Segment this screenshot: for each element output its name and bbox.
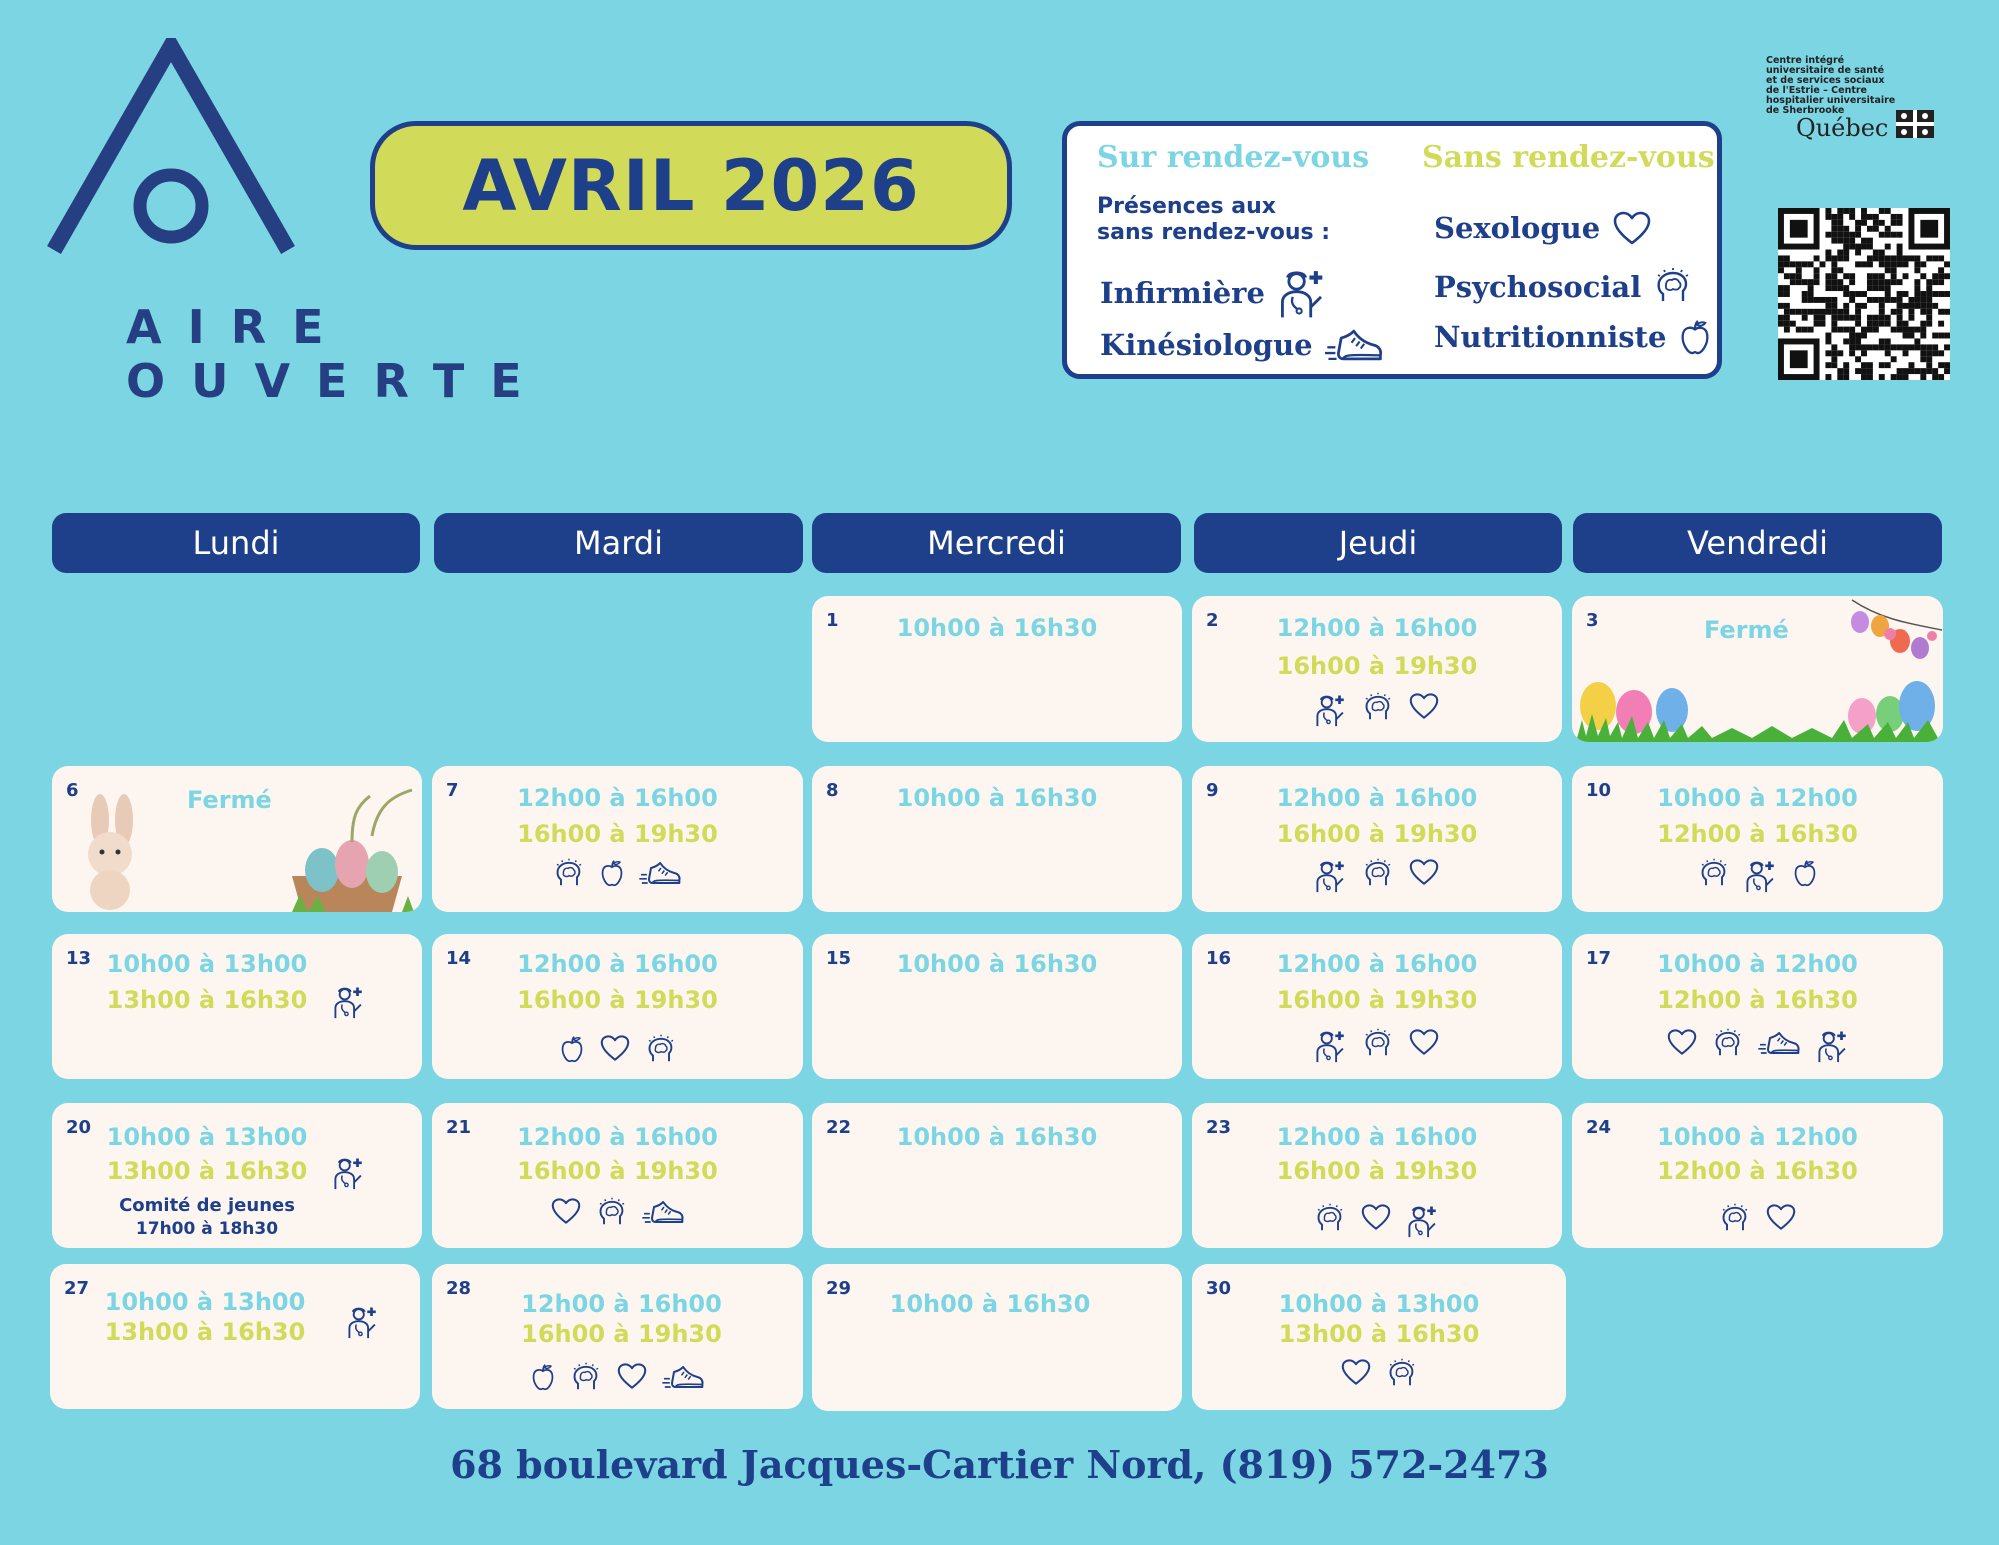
comite-time: 17h00 à 18h30 <box>135 1219 279 1239</box>
icon-row <box>1572 1203 1943 1235</box>
nurse-icon <box>1406 1203 1440 1239</box>
brain-icon <box>1314 1203 1346 1235</box>
legend-kinesiologue: Kinésiologue <box>1100 324 1385 366</box>
day-cell-3[interactable]: 3 Fermé <box>1572 596 1943 742</box>
day-cell-7[interactable]: 7 12h00 à 16h00 16h00 à 19h30 <box>432 766 803 912</box>
shoe-icon <box>642 1197 686 1227</box>
heart-icon <box>616 1362 648 1390</box>
logo-word-ouverte: OUVERTE <box>126 354 548 408</box>
day-cell-20[interactable]: 20 10h00 à 13h00 13h00 à 16h30 Comité de jeunes 17h00 à 18h30 <box>52 1103 422 1248</box>
heart-icon <box>599 1034 631 1062</box>
day-cell-6[interactable]: 6 Fermé <box>52 766 422 912</box>
quebec-flag-icon <box>1896 110 1934 138</box>
legend-sur-rdv: Sur rendez-vous <box>1097 140 1370 175</box>
icon-row <box>1572 858 1943 894</box>
apple-icon <box>530 1362 556 1392</box>
heart-icon <box>1408 858 1440 886</box>
legend-nutritionniste: Nutritionniste <box>1434 318 1712 356</box>
apple-icon <box>599 858 625 888</box>
easter-eggs-decoration <box>1572 596 1943 742</box>
brain-icon <box>570 1362 602 1394</box>
shoe-icon <box>1325 324 1385 366</box>
day-cell-1[interactable]: 1 10h00 à 16h30 <box>812 596 1182 742</box>
heart-icon <box>1360 1203 1392 1231</box>
legend-psychosocial: Psychosocial <box>1434 266 1693 308</box>
shoe-icon <box>1758 1028 1802 1058</box>
icon-row <box>1192 1203 1562 1239</box>
header-lundi: Lundi <box>52 513 420 573</box>
comite-label: Comité de jeunes <box>119 1195 295 1216</box>
heart-icon <box>1666 1028 1698 1056</box>
brain-icon <box>1698 858 1730 890</box>
day-cell-24[interactable]: 24 10h00 à 12h00 12h00 à 16h30 <box>1572 1103 1943 1248</box>
day-cell-22[interactable]: 22 10h00 à 16h30 <box>812 1103 1182 1248</box>
icon-row <box>432 1197 803 1229</box>
apple-icon <box>559 1034 585 1064</box>
day-cell-2[interactable]: 2 12h00 à 16h00 16h00 à 19h30 <box>1192 596 1562 742</box>
brain-icon <box>645 1034 677 1066</box>
nurse-icon <box>1816 1028 1850 1064</box>
brain-icon <box>1719 1203 1751 1235</box>
month-title: AVRIL 2026 <box>462 144 920 227</box>
nurse-icon <box>346 1304 380 1340</box>
legend-sans-rdv: Sans rendez-vous <box>1422 140 1715 175</box>
brain-icon <box>1362 692 1394 724</box>
apple-icon <box>1678 318 1712 356</box>
heart-icon <box>1765 1203 1797 1231</box>
brain-icon <box>1362 858 1394 890</box>
day-cell-8[interactable]: 8 10h00 à 16h30 <box>812 766 1182 912</box>
icon-row <box>1192 858 1562 894</box>
nurse-icon <box>1314 1028 1348 1064</box>
day-cell-10[interactable]: 10 10h00 à 12h00 12h00 à 16h30 <box>1572 766 1943 912</box>
heart-icon <box>1408 692 1440 720</box>
header-vendredi: Vendredi <box>1573 513 1942 573</box>
legend-box <box>1062 121 1722 379</box>
qr-code[interactable] <box>1778 208 1950 380</box>
icon-row <box>332 984 366 1020</box>
header-mercredi: Mercredi <box>812 513 1181 573</box>
legend-presences: Présences aux sans rendez-vous : <box>1097 194 1331 245</box>
day-cell-29[interactable]: 29 10h00 à 16h30 <box>812 1264 1182 1411</box>
nurse-icon <box>1314 692 1348 728</box>
brain-icon <box>1386 1358 1418 1390</box>
cisss-org-name: Centre intégré universitaire de santé et de services sociaux de l'Estrie – Centre hospitalier universitaire de Sherbrooke <box>1766 55 1896 116</box>
icon-row <box>332 1155 366 1191</box>
icon-row <box>1192 1358 1566 1390</box>
icon-row <box>1192 1028 1562 1064</box>
icon-row <box>432 1362 803 1394</box>
icon-row <box>346 1304 380 1340</box>
quebec-wordmark: Québec <box>1796 114 1889 142</box>
day-cell-14[interactable]: 14 12h00 à 16h00 16h00 à 19h30 <box>432 934 803 1079</box>
day-cell-30[interactable]: 30 10h00 à 13h00 13h00 à 16h30 <box>1192 1264 1566 1410</box>
icon-row <box>432 858 803 890</box>
day-cell-28[interactable]: 28 12h00 à 16h00 16h00 à 19h30 <box>432 1264 803 1409</box>
heart-icon <box>1408 1028 1440 1056</box>
nurse-icon <box>1314 858 1348 894</box>
day-cell-13[interactable]: 13 10h00 à 13h00 13h00 à 16h30 <box>52 934 422 1079</box>
icon-row <box>432 1034 803 1066</box>
day-cell-23[interactable]: 23 12h00 à 16h00 16h00 à 19h30 <box>1192 1103 1562 1248</box>
day-cell-9[interactable]: 9 12h00 à 16h00 16h00 à 19h30 <box>1192 766 1562 912</box>
header-jeudi: Jeudi <box>1194 513 1562 573</box>
legend-sexologue: Sexologue <box>1434 210 1652 246</box>
apple-icon <box>1792 858 1818 888</box>
legend-infirmiere: Infirmière <box>1100 266 1329 320</box>
brain-icon <box>1362 1028 1394 1060</box>
icon-row <box>1572 1028 1943 1064</box>
address-phone-footer: 68 boulevard Jacques-Cartier Nord, (819) 572-2473 <box>450 1442 1549 1487</box>
brain-icon <box>1653 266 1693 308</box>
day-cell-16[interactable]: 16 12h00 à 16h00 16h00 à 19h30 <box>1192 934 1562 1079</box>
header-mardi: Mardi <box>434 513 803 573</box>
day-cell-15[interactable]: 15 10h00 à 16h30 <box>812 934 1182 1079</box>
nurse-icon <box>332 984 366 1020</box>
shoe-icon <box>639 858 683 888</box>
logo-word-aire: AIRE <box>126 300 350 354</box>
month-title-pill <box>370 121 1012 250</box>
heart-icon <box>1340 1358 1372 1386</box>
brain-icon <box>553 858 585 890</box>
day-cell-17[interactable]: 17 10h00 à 12h00 12h00 à 16h30 <box>1572 934 1943 1079</box>
brain-icon <box>1712 1028 1744 1060</box>
nurse-icon <box>332 1155 366 1191</box>
nurse-icon <box>1744 858 1778 894</box>
easter-bunny-decoration <box>52 766 422 912</box>
shoe-icon <box>662 1362 706 1392</box>
heart-icon <box>550 1197 582 1225</box>
icon-row <box>1192 692 1562 728</box>
nurse-icon <box>1277 266 1329 320</box>
heart-icon <box>1612 210 1652 246</box>
brain-icon <box>596 1197 628 1229</box>
day-cell-21[interactable]: 21 12h00 à 16h00 16h00 à 19h30 <box>432 1103 803 1248</box>
day-cell-27[interactable]: 27 10h00 à 13h00 13h00 à 16h30 <box>50 1264 420 1409</box>
